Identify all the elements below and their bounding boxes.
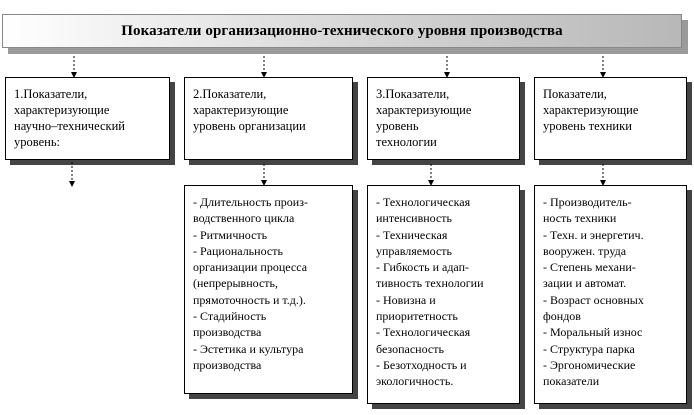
detail-line: - Ритмичность bbox=[193, 227, 268, 242]
header-line: характеризующие bbox=[543, 103, 639, 117]
diagram-title-text: Показатели организационно-технического уровня производства bbox=[121, 22, 563, 39]
detail-line: - Возраст основных bbox=[543, 292, 644, 307]
detail-line: - Безотходность и bbox=[376, 357, 467, 372]
header-line: уровень: bbox=[14, 135, 60, 149]
detail-line: - Эргономические bbox=[543, 357, 636, 372]
detail-line: - Технологическая bbox=[376, 325, 471, 340]
header-line: 1.Показатели, bbox=[14, 87, 88, 101]
detail-line: фондов bbox=[543, 309, 581, 324]
header-line: уровень bbox=[376, 119, 419, 133]
detail-line: - Эстетика и культура bbox=[193, 341, 304, 356]
detail-line: зации и автомат. bbox=[543, 276, 627, 291]
detail-line: (непрерывность, bbox=[193, 276, 278, 291]
detail-line: - Длительность произ- bbox=[193, 195, 308, 209]
detail-line: - Степень механи- bbox=[543, 260, 636, 275]
detail-line: - Техническая bbox=[376, 227, 448, 242]
header-line: научно–технический bbox=[14, 119, 125, 133]
header-line: Показатели, bbox=[543, 87, 607, 101]
header-line: 2.Показатели, bbox=[193, 87, 267, 101]
detail-line: водственного цикла bbox=[193, 211, 295, 226]
detail-line: управляемость bbox=[376, 243, 453, 258]
detail-line: организации процесса bbox=[193, 260, 308, 275]
header-line: характеризующие bbox=[376, 103, 472, 117]
detail-line: - Рациональность bbox=[193, 243, 283, 258]
detail-line: экологичность. bbox=[376, 374, 454, 389]
detail-line: показатели bbox=[543, 374, 600, 389]
detail-line: - Структура парка bbox=[543, 341, 635, 356]
detail-line: - Производитель- bbox=[543, 195, 632, 209]
detail-line: производства bbox=[193, 357, 262, 372]
header-line: характеризующие bbox=[193, 103, 289, 117]
detail-line: интенсивность bbox=[376, 211, 453, 226]
detail-line: - Стадийность bbox=[193, 309, 267, 324]
detail-line: - Технологическая bbox=[376, 195, 471, 209]
header-line: уровень организации bbox=[193, 119, 306, 133]
detail-line: прямоточность и т.д.). bbox=[193, 292, 306, 307]
header-line: уровень техники bbox=[543, 119, 632, 133]
header-line: технологии bbox=[376, 135, 437, 149]
detail-line: - Техн. и энергетич. bbox=[543, 227, 644, 242]
detail-line: приоритетность bbox=[376, 309, 458, 324]
detail-line: - Моральный износ bbox=[543, 325, 643, 340]
detail-line: ность техники bbox=[543, 211, 617, 226]
detail-line: - Новизна и bbox=[376, 292, 436, 307]
header-line: 3.Показатели, bbox=[376, 87, 450, 101]
detail-line: вооружен. труда bbox=[543, 243, 627, 258]
detail-line: - Гибкость и адап- bbox=[376, 260, 470, 275]
detail-line: тивность технологии bbox=[376, 276, 484, 291]
header-line: характеризующие bbox=[14, 103, 110, 117]
detail-line: производства bbox=[193, 325, 262, 340]
detail-line: безопасность bbox=[376, 341, 444, 356]
